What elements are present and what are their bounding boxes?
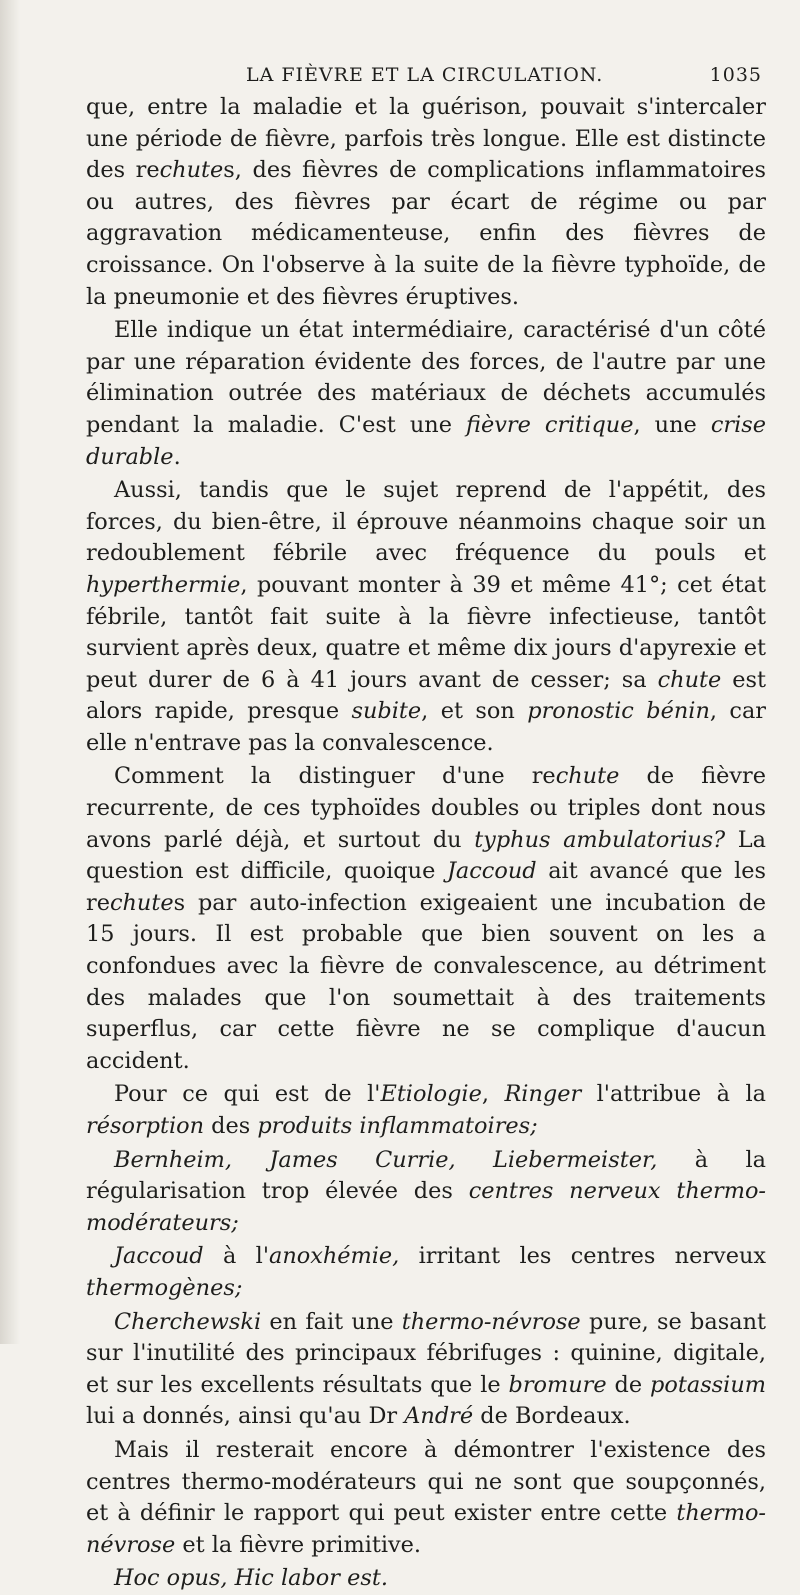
page-edge-shadow [0,0,20,1344]
paragraph: Comment la distinguer d'une rechute de fièvre recurrente, de ces typhoïdes doubles ou triples dont nous avons parlé déjà, et surtout du typhus ambulatorius? La question est difficile, quoique Jaccoud ait avancé que les rechutes par auto-infection exigeaient une incubation de 15 jours. Il est probable que bien souvent on les a confondues avec la fièvre de convalescence, au détriment des malades que l'on soumettait à des traitements superflus, car cette fièvre ne se complique d'aucun accident. [86,763,767,1074]
page-header [86,58,766,88]
body-text [86,92,766,1595]
paragraph: Aussi, tandis que le sujet reprend de l'appétit, des forces, du bien-être, il éprouve néanmoins chaque soir un redoublement fébrile avec fréquence du pouls et hyperthermie, pouvant monter à 39 et même 41°; cet état fébrile, tantôt fait suite à la fièvre infectieuse, tantôt survient après deux, quatre et même dix jours d'apyrexie et peut durer de 6 à 41 jours avant de cesser; sa chute est alors rapide, presque subite, et son pronostic bénin, car elle n'entrave pas la convalescence. [86,477,767,756]
paragraph: que, entre la maladie et la guérison, pouvait s'intercaler une période de fièvre, parfois très longue. Elle est distincte des rechutes, des fièvres de complications inflammatoires ou autres, des fièvres par écart de régime ou par aggravation médicamenteuse, enfin des fièvres de croissance. On l'observe à la suite de la fièvre typhoïde, de la pneumonie et des fièvres éruptives. [86,94,766,310]
paragraph: Cherchewski en fait une thermo-névrose pure, se basant sur l'inutilité des principaux fébrifuges : quinine, digitale, et sur les excellents résultats que le bromure de potassium lui a donnés, ainsi qu'au Dr André de Bordeaux. [86,1308,766,1430]
paragraph-closing-quote: Hoc opus, Hic labor est. [114,1565,388,1592]
paragraph: Pour ce qui est de l'Etiologie, Ringer l'attribue à la résorption des produits inflammatoires; [86,1081,766,1139]
running-title: LA FIÈVRE ET LA CIRCULATION. [246,64,604,86]
paragraph: Jaccoud à l'anoxhémie, irritant les centres nerveux thermogènes; [86,1243,767,1301]
page-number: 1035 [709,64,762,86]
paragraph: Bernheim, James Currie, Liebermeister, à la régularisation trop élevée des centres nerveux thermo-modérateurs; [86,1146,766,1236]
paragraph: Mais il resterait encore à démontrer l'existence des centres thermo-modérateurs qui ne sont que soupçonnés, et à définir le rapport qui peut exister entre cette thermo-névrose et la fièvre primitive. [86,1436,766,1558]
paragraph: Elle indique un état intermédiaire, caractérisé d'un côté par une réparation évidente des forces, de l'autre par une élimination outrée des matériaux de déchets accumulés pendant la maladie. C'est une fièvre critique, une crise durable. [86,317,766,470]
